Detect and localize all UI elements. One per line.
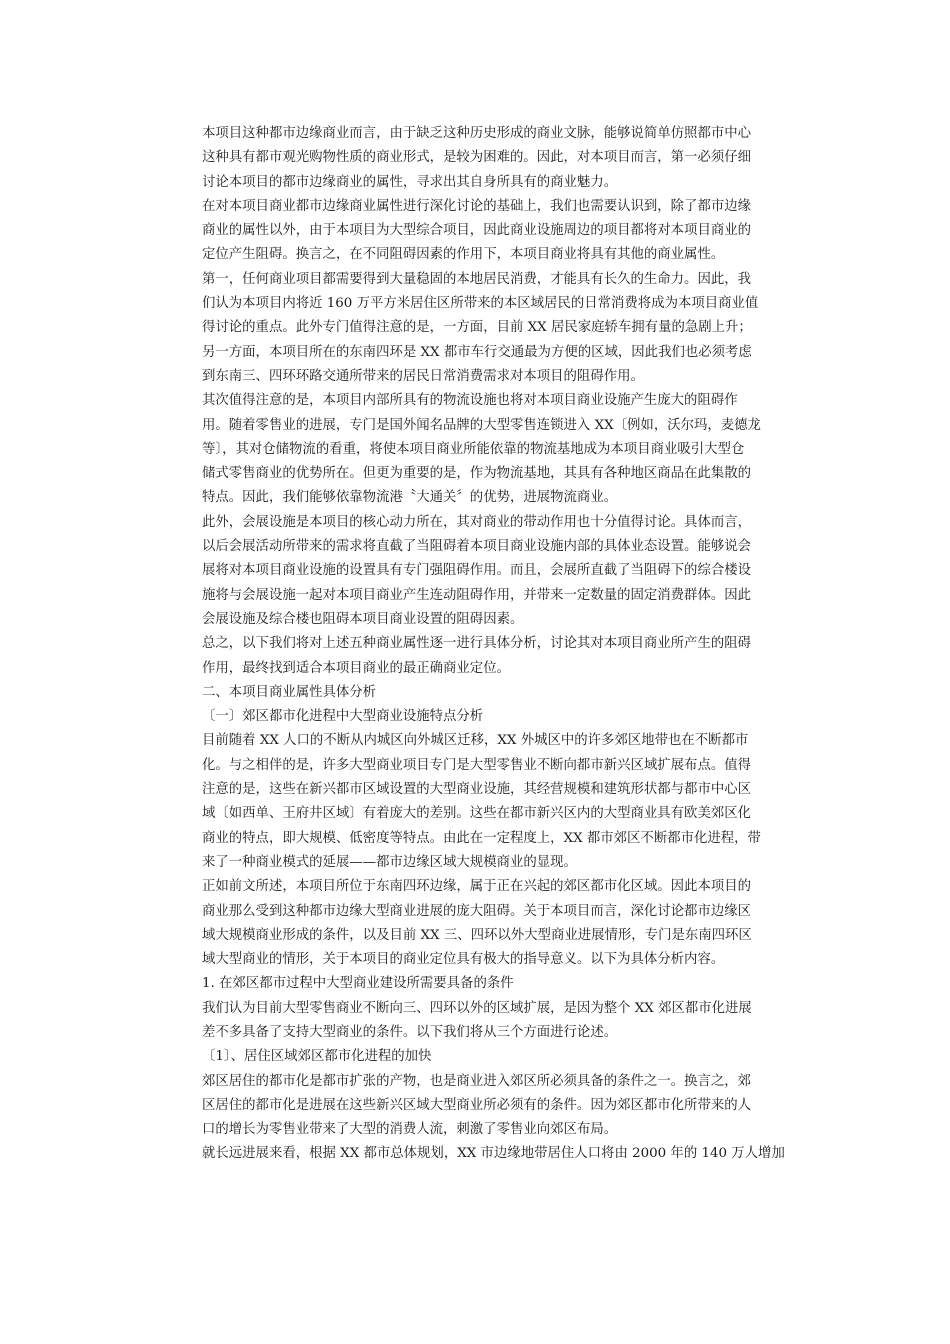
paragraph-suburban-urbanization: 目前随着 XX 人口的不断从内城区向外城区迁移，XX 外城区中的许多郊区地带也在不断都市 化。与之相伴的是，许多大型商业项目专门是大型零售业不断向都市新兴区域扩展布点。值得 注意的是，这些在新兴都市区域设置的大型商业设施，其经营规模和建筑形状都与都市中心区 域〔如西单、王府井区域〕有着庞大的差别。这些在都市新兴区内的大型商业具有欧美郊区化 商业的特点，即大规模、低密度等特点。由此在一定程度上，XX 都市郊区不断都市化进程，带 来了一种商业模式的延展——都市边缘区域大规模商业的显现。: [202, 733, 761, 870]
paragraph-long-term: 就长远进展来看，根据 XX 都市总体规划，XX 市边缘地带居住人口将由 2000 年的 140 万人增加: [202, 1146, 785, 1162]
paragraph-residential-urbanization: 郊区居住的都市化是都市扩张的产物，也是商业进入郊区所必须具备的条件之一。换言之，郊 区居住的都市化是进展在这些新兴区域大型商业所必须有的条件。因为郊区都市化所带来的人 口的增长为零售业带来了大型的消费人流，刺激了零售业向郊区布局。: [202, 1073, 752, 1138]
subsection-heading-1: 〔一〕郊区都市化进程中大型商业设施特点分析: [202, 709, 484, 725]
paragraph-summary: 总之，以下我们将对上述五种商业属性逐一进行具体分析，讨论其对本项目商业所产生的阻碍 作用，最终找到适合本项目商业的最正确商业定位。: [202, 636, 752, 676]
document-page: [202, 122, 796, 1167]
paragraph-commercial-context: 本项目这种都市边缘商业而言，由于缺乏这种历史形成的商业文脉，能够说简单仿照都市中心 这种具有都市观光购物性质的商业形式，是较为困难的。因此，对本项目而言，第一必须仔细 讨论本项目的都市边缘商业的属性，寻求出其自身所具有的商业魅力。: [202, 126, 752, 190]
section-heading-2: 二、本项目商业属性具体分析: [202, 684, 377, 700]
paragraph-project-location: 正如前文所述，本项目所位于东南四环边缘，属于正在兴起的郊区都市化区域。因此本项目的 商业那么受到这种都市边缘大型商业进展的庞大阻碍。关于本项目而言，深化讨论都市边缘区 域大规模商业形成的条件，以及目前 XX 三、四环以外大型商业进展情形，专门是东南四环区 域大型商业的情形，关于本项目的商业定位具有极大的指导意义。以下为具体分析内容。: [202, 879, 752, 968]
paragraph-commercial-attributes: 在对本项目商业都市边缘商业属性进行深化讨论的基础上，我们也需要认识到，除了都市边缘 商业的属性以外，由于本项目为大型综合项目，因此商业设施周边的项目都将对本项目商业的 定位产生阻碍。换言之，在不同阻碍因素的作用下，本项目商业将具有其他的商业属性。: [202, 198, 752, 263]
paragraph-resident-consumption: 第一，任何商业项目都需要得到大量稳固的本地居民消费，才能具有长久的生命力。因此，我 们认为本项目内将近 160 万平方米居住区所带来的本区域居民的日常消费将成为本项目商业值 得讨论的重点。此外专门值得注意的是，一方面，目前 XX 居民家庭轿车拥有量的急剧上升； 另一方面，本项目所在的东南四环是 XX 都市车行交通最为方便的区域，因此我们也必须考虑 到东南三、四环环路交通所带来的居民日常消费需求对本项目的阻碍作用。: [202, 271, 759, 384]
paragraph-logistics: 其次值得注意的是，本项目内部所具有的物流设施也将对本项目商业设施产生庞大的阻碍作 用。随着零售业的进展，专门是国外闻名品牌的大型零售连锁进入 XX〔例如，沃尔玛，麦德龙 等〕，其对仓储物流的看重，将使本项目商业所能依靠的物流基地成为本项目商业吸引大型仓 储式零售商业的优势所在。但更为重要的是，作为物流基地，其具有各种地区商品在此集散的 特点。因此，我们能够依靠物流港〝大通关〞的优势，进展物流商业。: [202, 393, 761, 506]
numbered-heading-1: 1. 在郊区都市过程中大型商业建设所需要具备的条件: [202, 976, 514, 992]
paragraph-conditions: 我们认为目前大型零售商业不断向三、四环以外的区域扩展，是因为整个 XX 郊区都市化进展 差不多具备了支持大型商业的条件。以下我们将从三个方面进行论述。: [202, 1000, 752, 1040]
sub-heading-residential: 〔1〕、居住区域郊区都市化进程的加快: [202, 1049, 432, 1065]
paragraph-exhibition: 此外，会展设施是本项目的核心动力所在，其对商业的带动作用也十分值得讨论。具体而言， 以后会展活动所带来的需求将直截了当阻碍着本项目商业设施内部的具体业态设置。能够说会 展将对本项目商业设施的设置具有专门强阻碍作用。而且，会展所直截了当阻碍下的综合楼设 施将与会展设施一起对本项目商业产生连动阻碍作用，并带来一定数量的固定消费群体。因此 会展设施及综合楼也阻碍本项目商业设置的阻碍因素。: [202, 514, 752, 627]
